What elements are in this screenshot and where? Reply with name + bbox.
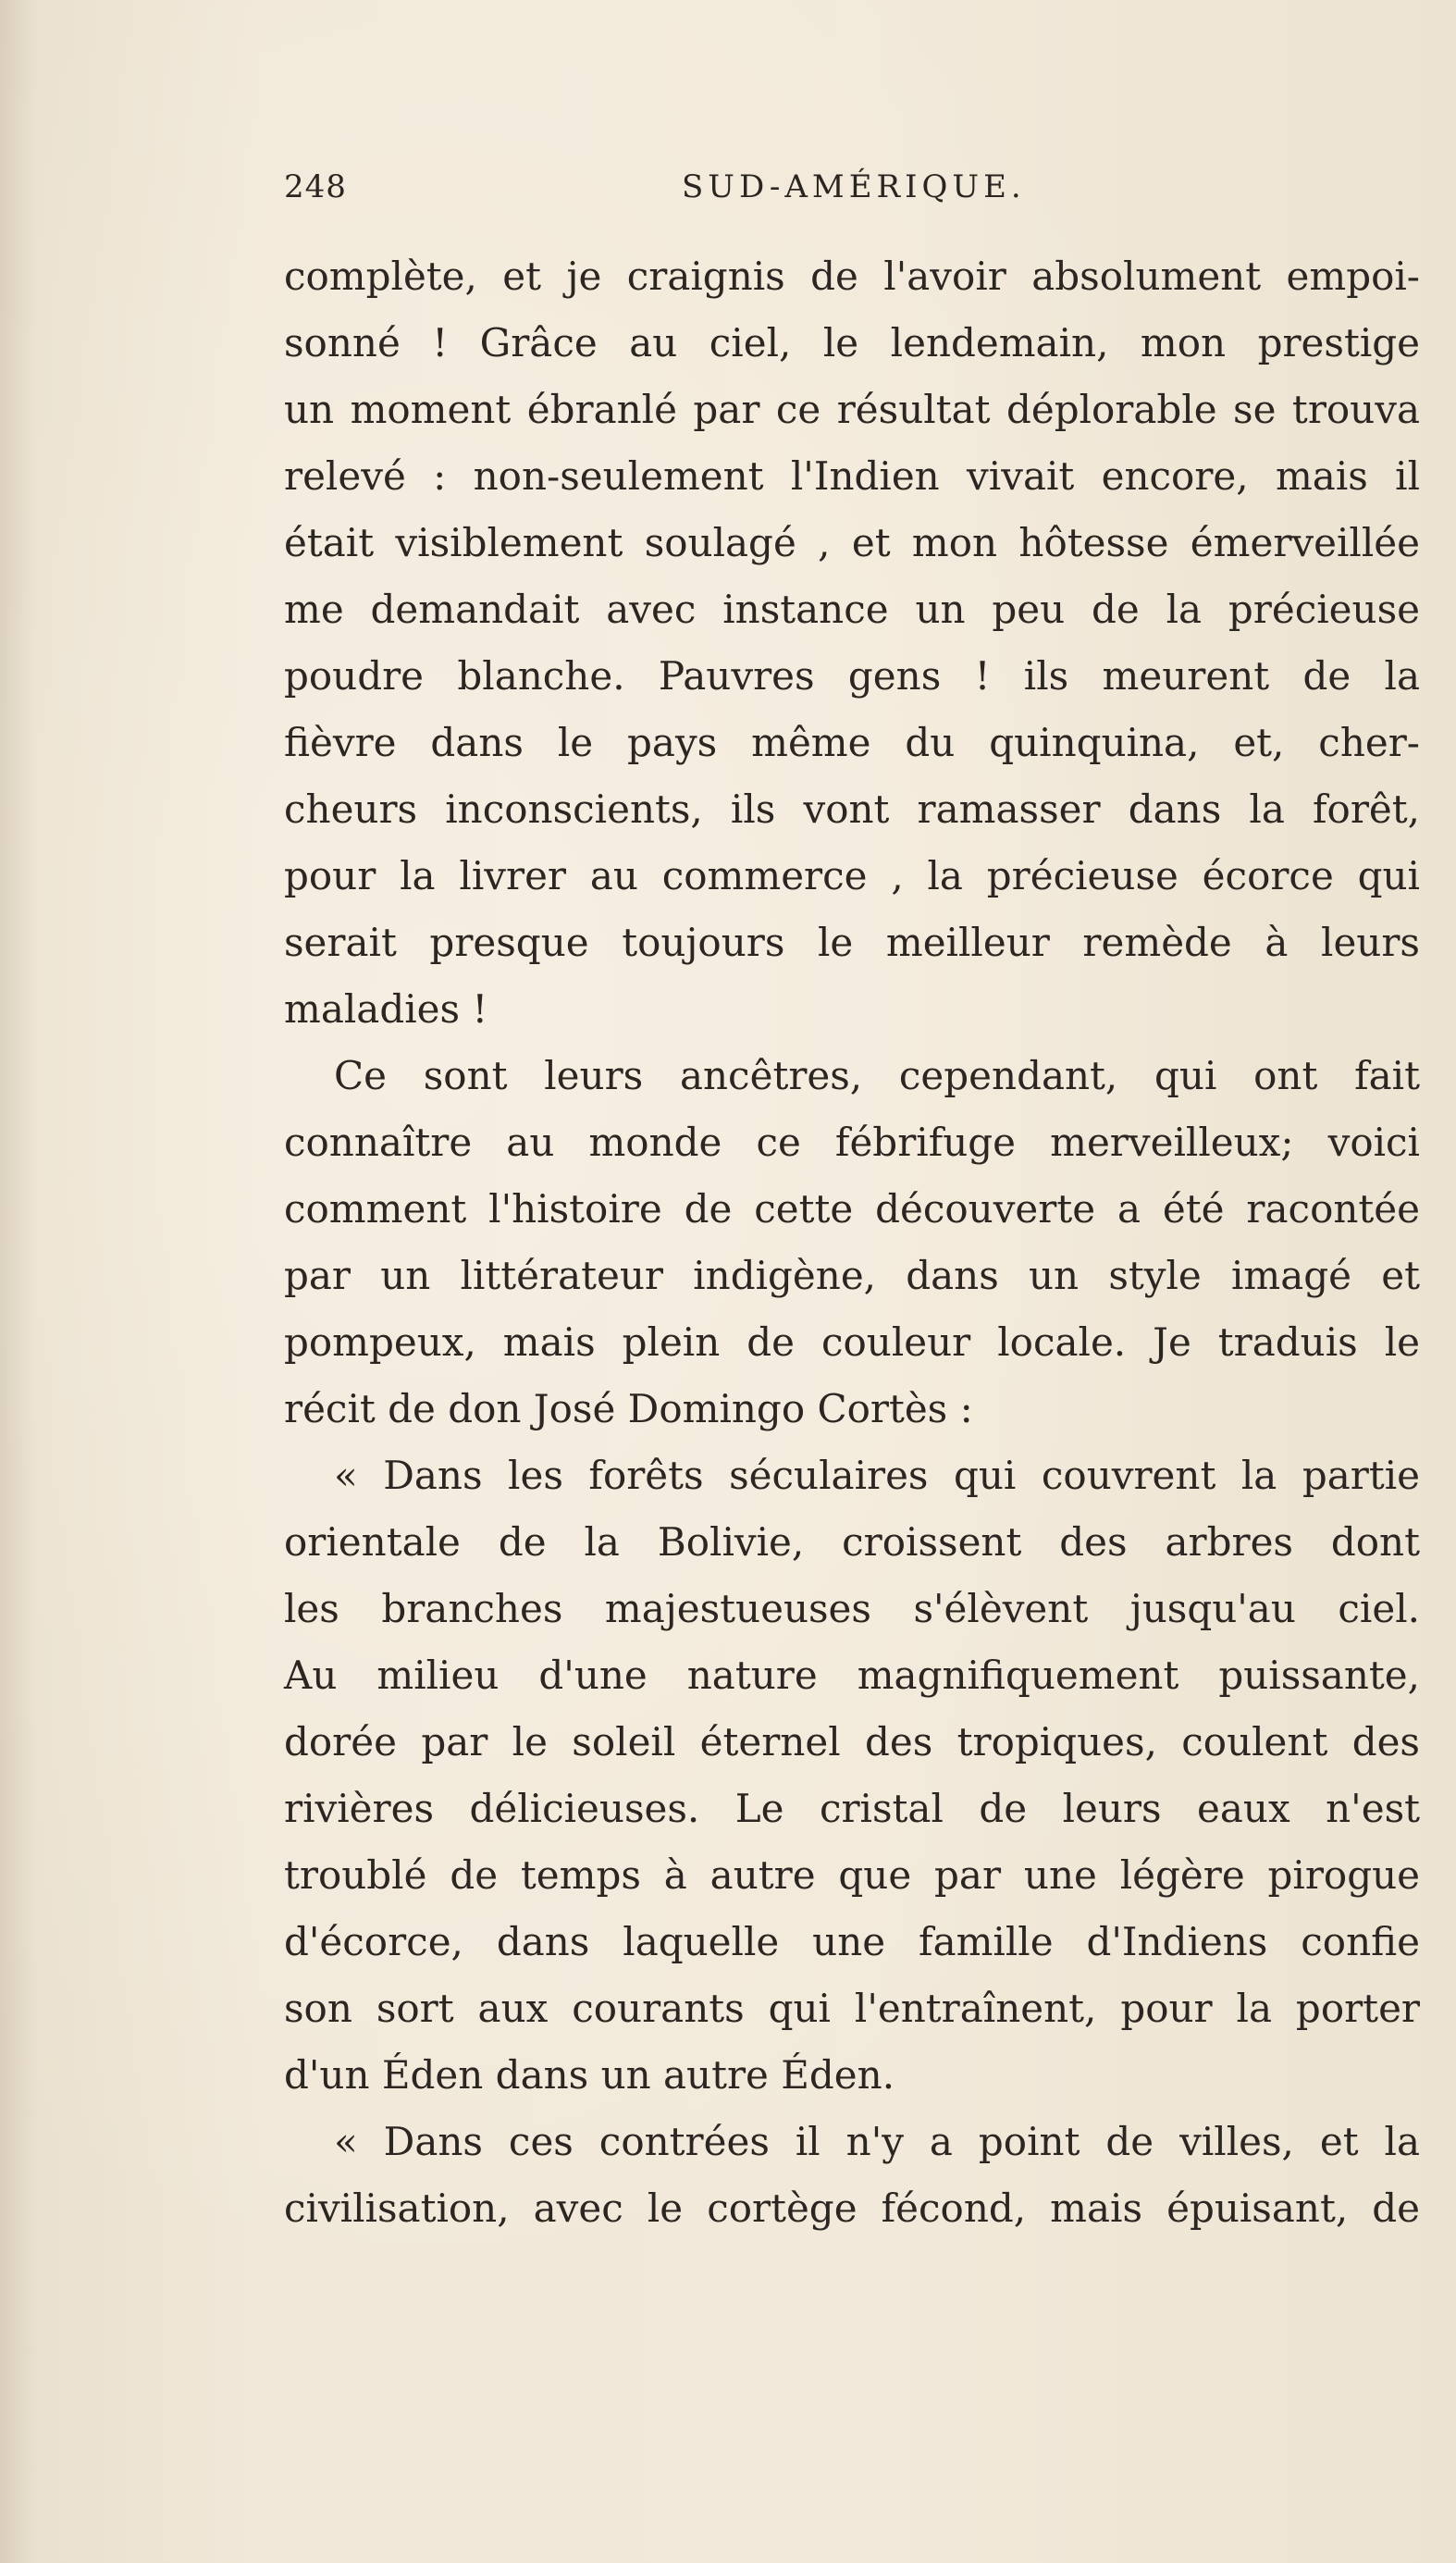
text-line: sonné ! Grâce au ciel, le lendemain, mon prestige	[284, 320, 1420, 365]
text-line: d'écorce, dans laquelle une famille d'Indiens confie	[284, 1919, 1420, 1964]
text-line-paragraph-start: « Dans les forêts séculaires qui couvrent la partie	[334, 1453, 1420, 1498]
text-line: relevé : non-seulement l'Indien vivait encore, mais il	[284, 453, 1420, 499]
text-line: un moment ébranlé par ce résultat déplorable se trouva	[284, 387, 1420, 432]
text-line: complète, et je craignis de l'avoir absolument empoi-	[284, 254, 1420, 299]
text-line: son sort aux courants qui l'entraînent, pour la porter	[284, 1986, 1420, 2031]
text-line: connaître au monde ce fébrifuge merveilleux; voici	[284, 1120, 1420, 1165]
running-title: SUD-AMÉRIQUE.	[682, 168, 1026, 205]
text-line-paragraph-start: Ce sont leurs ancêtres, cependant, qui ont fait	[334, 1053, 1420, 1098]
text-line-paragraph-start: « Dans ces contrées il n'y a point de villes, et la	[334, 2119, 1420, 2164]
text-line: troublé de temps à autre que par une légère pirogue	[284, 1852, 1420, 1898]
text-line: pompeux, mais plein de couleur locale. Je traduis le	[284, 1319, 1420, 1365]
text-line: par un littérateur indigène, dans un style imagé et	[284, 1253, 1420, 1298]
text-line-paragraph-end: maladies !	[284, 986, 488, 1032]
text-line: orientale de la Bolivie, croissent des arbres dont	[284, 1519, 1420, 1565]
text-line: fièvre dans le pays même du quinquina, et, cher-	[284, 720, 1420, 765]
page-header	[284, 168, 1420, 215]
text-line: était visiblement soulagé , et mon hôtesse émerveillée	[284, 520, 1420, 565]
text-line: comment l'histoire de cette découverte a été racontée	[284, 1186, 1420, 1232]
text-line-paragraph-end: d'un Éden dans un autre Éden.	[284, 2052, 895, 2098]
text-line-paragraph-end: récit de don José Domingo Cortès :	[284, 1386, 973, 1431]
text-line: Au milieu d'une nature magnifiquement puissante,	[284, 1653, 1420, 1698]
text-line: cheurs inconscients, ils vont ramasser dans la forêt,	[284, 786, 1420, 832]
text-line: dorée par le soleil éternel des tropiques, coulent des	[284, 1719, 1420, 1764]
text-line: pour la livrer au commerce , la précieuse écorce qui	[284, 853, 1420, 898]
text-line: civilisation, avec le cortège fécond, mais épuisant, de	[284, 2185, 1420, 2231]
text-line: serait presque toujours le meilleur remède à leurs	[284, 920, 1420, 965]
body-text	[284, 243, 1420, 2242]
text-line: rivières délicieuses. Le cristal de leurs eaux n'est	[284, 1786, 1420, 1831]
page-gutter-shadow	[0, 0, 37, 2563]
text-line: me demandait avec instance un peu de la précieuse	[284, 587, 1420, 632]
text-line: poudre blanche. Pauvres gens ! ils meurent de la	[284, 653, 1420, 699]
text-line: les branches majestueuses s'élèvent jusqu'au ciel.	[284, 1586, 1420, 1631]
page-number: 248	[284, 168, 347, 205]
